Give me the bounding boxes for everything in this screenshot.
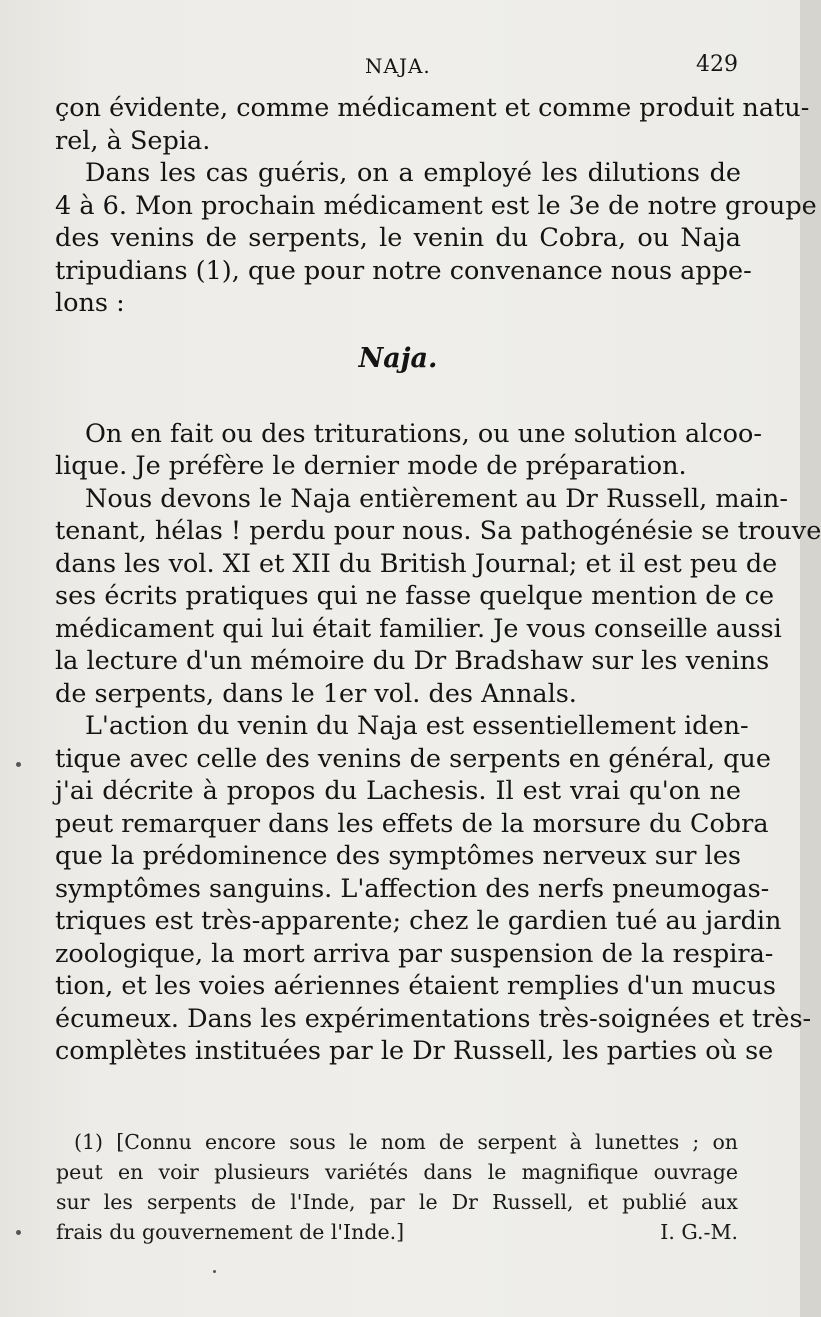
paragraph [55, 710, 812, 1068]
text-line: symptômes sanguins. L'affection des nerfs pneumogas- [55, 873, 770, 904]
footnote [56, 1127, 738, 1247]
text-line: Dans les cas guéris, on a employé les dilutions de [85, 158, 741, 188]
section-heading-text: Naja. [358, 342, 438, 374]
text-line: triques est très-apparente; chez le gardien tué au jardin [55, 906, 782, 936]
text-line: dans les vol. XI et XII du British Journal; et il est peu de [55, 548, 778, 579]
main-text [55, 92, 821, 1068]
footnote-signature: I. G.-M. [660, 1220, 738, 1244]
text-line: tique avec celle des venins de serpents en général, que [55, 743, 771, 774]
text-line: tion, et les voies aériennes étaient remplies d'un mucus [55, 971, 776, 1001]
paragraph [55, 92, 810, 157]
text-line: L'action du venin du Naja est essentiellement iden- [85, 711, 749, 741]
text-line: ses écrits pratiques qui ne fasse quelque mention de ce [55, 581, 775, 611]
text-line: j'ai décrite à propos du Lachesis. Il est vrai qu'on ne [55, 776, 741, 806]
text-line: On en fait ou des triturations, ou une solution alcoo- [85, 418, 763, 449]
paragraph [55, 157, 817, 320]
footnote-line: sur les serpents de l'Inde, par le Dr Russell, et publié aux [56, 1190, 738, 1214]
running-head: NAJA. [365, 54, 431, 78]
text-line: tripudians (1), que pour notre convenance nous appe- [55, 255, 752, 286]
text-line: complètes instituées par le Dr Russell, les parties où se [55, 1036, 774, 1066]
text-line: de serpents, dans le 1er vol. des Annals. [55, 678, 577, 709]
text-line: que la prédominence des symptômes nerveux sur les [55, 841, 741, 871]
margin-speck [16, 762, 21, 767]
margin-speck [16, 1230, 21, 1235]
footnote-line [56, 1217, 738, 1247]
text-line: rel, à Sepia. [55, 125, 211, 156]
text-line: des venins de serpents, le venin du Cobra, ou Naja [55, 223, 741, 253]
text-line: lique. Je préfère le dernier mode de préparation. [55, 451, 687, 481]
text-line: 4 à 6. Mon prochain médicament est le 3e de notre groupe [55, 190, 817, 221]
text-line: peut remarquer dans les effets de la morsure du Cobra [55, 808, 769, 839]
text-line: zoologique, la mort arriva par suspension de la respira- [55, 938, 774, 969]
text-line: écumeux. Dans les expérimentations très-soignées et très- [55, 1003, 812, 1034]
section-heading [55, 320, 741, 418]
paragraph [55, 418, 763, 483]
text-line: çon évidente, comme médicament et comme produit natu- [55, 93, 810, 123]
page-number: 429 [696, 52, 738, 77]
footnote-line: peut en voir plusieurs variétés dans le magnifique ouvrage [56, 1160, 738, 1184]
page-header [0, 52, 800, 82]
text-line: lons : [55, 288, 125, 318]
text-line: médicament qui lui était familier. Je vous conseille aussi [55, 613, 782, 644]
footnote-line: (1) [Connu encore sous le nom de serpent à lunettes ; on [74, 1130, 738, 1154]
text-line: la lecture d'un mémoire du Dr Bradshaw sur les venins [55, 646, 770, 676]
text-line: Nous devons le Naja entièrement au Dr Russell, main- [85, 483, 788, 514]
footnote-text: frais du gouvernement de l'Inde.] [56, 1220, 405, 1244]
text-line: tenant, hélas ! perdu pour nous. Sa pathogénésie se trouve [55, 516, 821, 546]
paragraph [55, 483, 821, 711]
margin-speck [213, 1270, 216, 1273]
